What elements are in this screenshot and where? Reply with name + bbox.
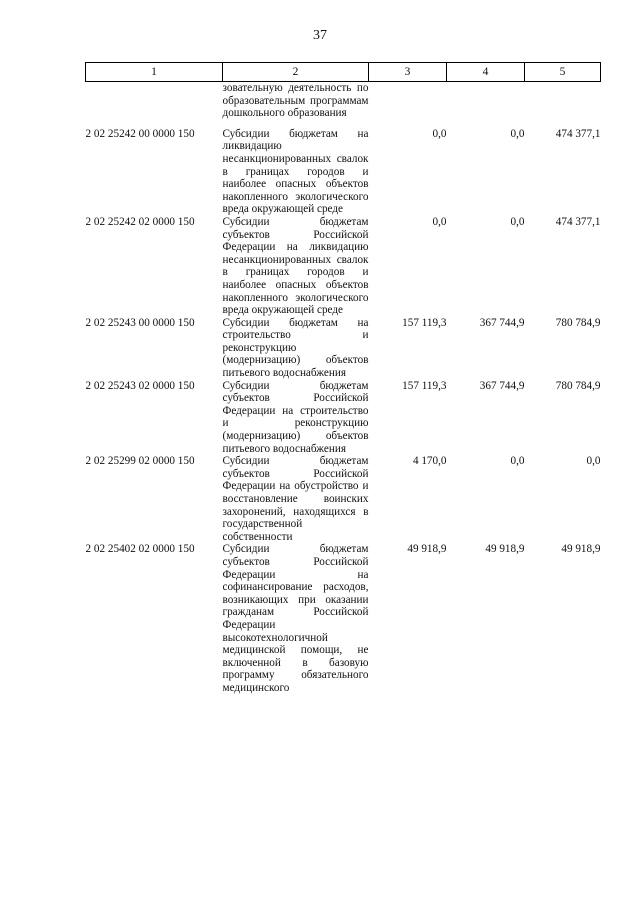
table-row: [86, 380, 601, 456]
table-row: [86, 317, 601, 380]
value-col-4: 0,0: [510, 127, 525, 140]
value-col-5: 780 784,9: [555, 316, 601, 329]
table-row: [86, 455, 601, 543]
continuation-row: [86, 82, 601, 128]
value-col-5: 474 377,1: [555, 127, 601, 140]
value-col-3: 4 170,0: [412, 455, 447, 468]
table-row: [86, 128, 601, 216]
value-col-3: 49 918,9: [407, 543, 447, 556]
row-name: Субсидии бюджетам на строительство и реконструкцию (модернизацию) объектов питьевого водоснабжения: [222, 316, 369, 380]
budget-code: 2 02 25242 02 0000 150: [85, 215, 195, 228]
value-col-3: 157 119,3: [402, 379, 447, 392]
table-row: [86, 543, 601, 694]
column-header-5: 5: [525, 63, 601, 82]
row-name: Субсидии бюджетам субъектов Российской Федерации на строительство и реконструкцию (модернизацию) объектов питьевого водоснабжения: [222, 379, 369, 455]
value-col-4: 367 744,9: [479, 379, 525, 392]
value-col-4: 367 744,9: [479, 316, 525, 329]
budget-code: 2 02 25402 02 0000 150: [85, 543, 195, 556]
row-name: Субсидии бюджетам субъектов Российской Федерации на обустройство и восстановление воинских захоронений, находящихся в государственной собственности: [222, 455, 369, 543]
column-header-1: 1: [86, 63, 223, 82]
value-col-4: 0,0: [510, 455, 525, 468]
value-col-5: 0,0: [586, 455, 601, 468]
budget-code: 2 02 25299 02 0000 150: [85, 455, 195, 468]
budget-code: 2 02 25242 00 0000 150: [85, 127, 195, 140]
value-col-5: 474 377,1: [555, 215, 601, 228]
value-col-4: 0,0: [510, 215, 525, 228]
value-col-3: 0,0: [432, 215, 447, 228]
column-header-3: 3: [369, 63, 447, 82]
value-col-4: 49 918,9: [485, 543, 525, 556]
column-number-header-row: [86, 63, 601, 82]
value-col-5: 49 918,9: [561, 543, 601, 556]
continuation-text: зовательную деятельность по образовательным программам дошкольного образования: [222, 82, 369, 120]
table-row: [86, 216, 601, 317]
value-col-5: 780 784,9: [555, 379, 601, 392]
row-name: Субсидии бюджетам субъектов Российской Федерации на ликвидацию несанкционированных свалок в границах городов и наиболее опасных объектов накопленного экологического вреда окружающей среде: [222, 215, 369, 317]
column-header-4: 4: [447, 63, 525, 82]
page-number: 37: [313, 28, 327, 43]
row-name: Субсидии бюджетам на ликвидацию несанкционированных свалок в границах городов и наиболее опасных объектов накопленного экологического вреда окружающей среде: [222, 127, 369, 216]
budget-table: [85, 62, 601, 695]
budget-code: 2 02 25243 00 0000 150: [85, 316, 195, 329]
budget-code: 2 02 25243 02 0000 150: [85, 379, 195, 392]
column-header-2: 2: [223, 63, 369, 82]
row-name: Субсидии бюджетам субъектов Российской Федерации на софинансирование расходов, возникающих при оказании гражданам Российской Федерации высокотехнологичной медицинской помощи, не включенной в базовую программу обязательного медицинского: [222, 543, 369, 694]
value-col-3: 0,0: [432, 127, 447, 140]
value-col-3: 157 119,3: [402, 316, 447, 329]
